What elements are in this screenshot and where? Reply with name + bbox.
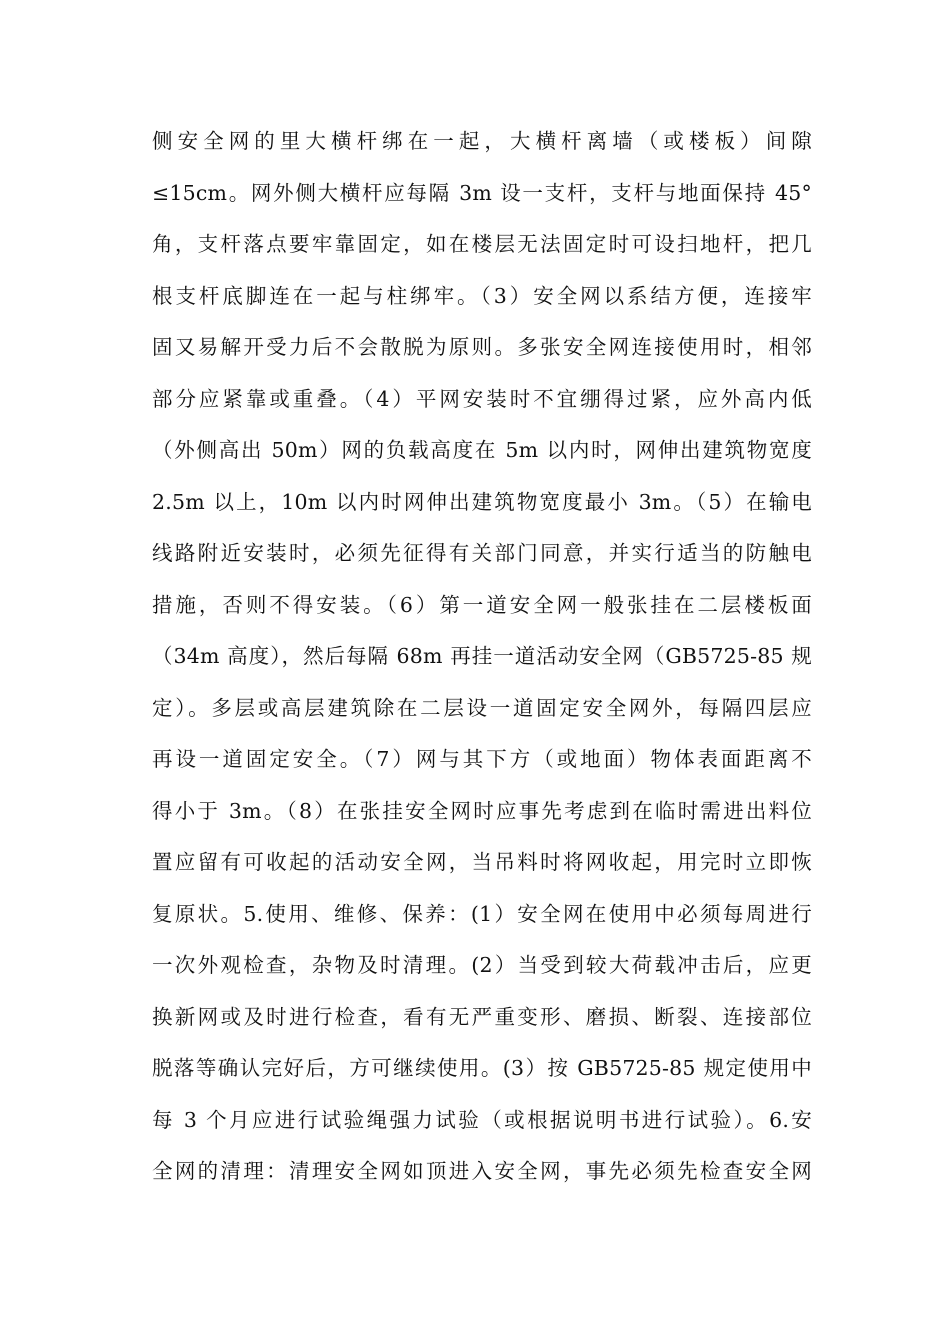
text-line: （34m 高度），然后每隔 68m 再挂一道活动安全网（GB5725-85 规	[152, 644, 812, 668]
text-line: 再设一道固定安全。（7）网与其下方（或地面）物体表面距离不	[152, 747, 812, 771]
text-line: 换新网或及时进行检查，看有无严重变形、磨损、断裂、连接部位	[152, 1004, 812, 1029]
text-line: 线路附近安装时，必须先征得有关部门同意，并实行适当的防触电	[152, 541, 812, 565]
text-line: 侧安全网的里大横杆绑在一起，大横杆离墙（或楼板）间隙	[152, 129, 812, 153]
text-line: 措施，否则不得安装。（6）第一道安全网一般张挂在二层楼板面	[152, 592, 812, 617]
text-line: ≤15cm。网外侧大横杆应每隔 3m 设一支杆，支杆与地面保持 45°	[152, 180, 812, 205]
text-line: 脱落等确认完好后，方可继续使用。(3）按 GB5725-85 规定使用中	[152, 1056, 812, 1080]
text-line: 定）。多层或高层建筑除在二层设一道固定安全网外，每隔四层应	[152, 695, 812, 720]
text-line: 部分应紧靠或重叠。（4）平网安装时不宜绷得过紧，应外高内低	[152, 386, 812, 411]
text-line: 每 3 个月应进行试验绳强力试验（或根据说明书进行试验）。6.安	[152, 1107, 812, 1132]
text-line: 得小于 3m。（8）在张挂安全网时应事先考虑到在临时需进出料位	[152, 798, 812, 823]
text-line: 全网的清理：清理安全网如顶进入安全网，事先必须先检查安全网	[152, 1159, 812, 1183]
text-line: 复原状。5.使用、维修、保养：(1）安全网在使用中必须每周进行	[152, 901, 812, 926]
text-line: 固又易解开受力后不会散脱为原则。多张安全网连接使用时，相邻	[152, 335, 812, 359]
text-line: 一次外观检查，杂物及时清理。(2）当受到较大荷载冲击后，应更	[152, 953, 812, 977]
text-line: 2.5m 以上，10m 以内时网伸出建筑物宽度最小 3m。（5）在输电	[152, 489, 812, 514]
text-line: 根支杆底脚连在一起与柱绑牢。（3）安全网以系结方便，连接牢	[152, 283, 812, 308]
text-line: （外侧高出 50m）网的负载高度在 5m 以内时，网伸出建筑物宽度	[152, 438, 812, 462]
text-line: 置应留有可收起的活动安全网，当吊料时将网收起，用完时立即恢	[152, 850, 812, 874]
body-text	[152, 116, 812, 1198]
text-line: 角，支杆落点要牢靠固定，如在楼层无法固定时可设扫地杆，把几	[152, 232, 812, 256]
